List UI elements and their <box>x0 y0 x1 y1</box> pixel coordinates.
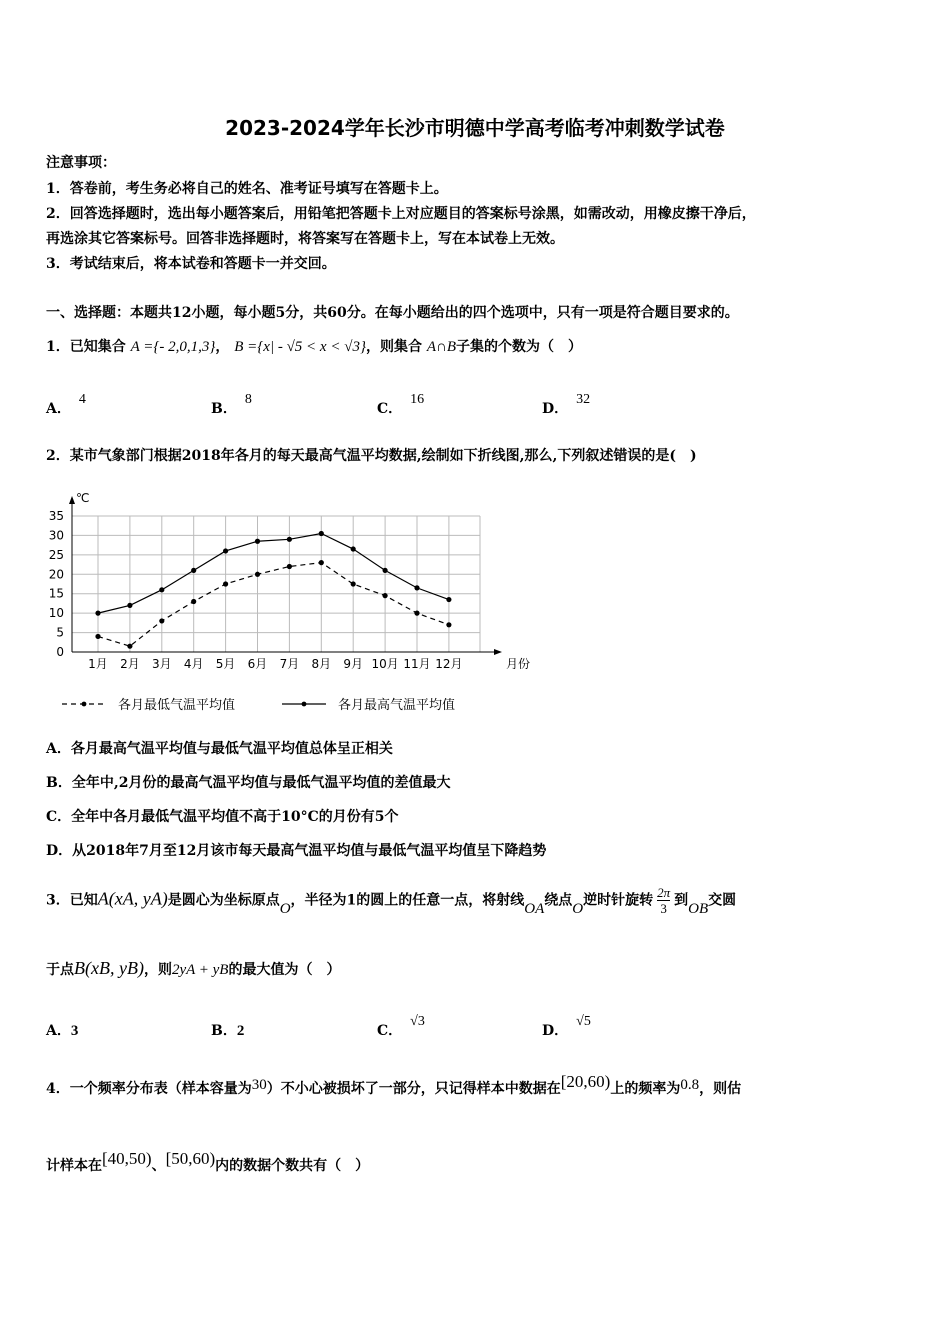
y-axis-arrow <box>69 496 75 504</box>
y-tick-label: 10 <box>48 606 64 621</box>
data-point-high <box>414 585 419 590</box>
notice-item-2: 2．回答选择题时，选出每小题答案后，用铅笔把答题卡上对应题目的答案标号涂黑，如需改动，用橡皮擦干净后， <box>46 206 756 222</box>
x-axis-arrow <box>494 649 502 655</box>
set-b: B ={x| - √5 < x < √3} <box>234 339 366 355</box>
y-tick-label: 15 <box>48 586 64 601</box>
data-point-high <box>159 587 164 592</box>
q1-option-a: A．4 <box>46 392 86 417</box>
point-b: B(xB, yB) <box>74 958 144 978</box>
notice-item-3: 3．考试结束后，将本试卷和答题卡一并交回。 <box>46 256 336 272</box>
data-point-low <box>255 572 260 577</box>
data-point-high <box>95 611 100 616</box>
q3-option-c: C．√3 <box>377 1014 425 1039</box>
y-tick-label: 25 <box>48 547 64 562</box>
data-point-high <box>351 546 356 551</box>
x-tick-label: 7月 <box>279 657 300 671</box>
data-point-high <box>191 568 196 573</box>
legend-label-high: 各月最高气温平均值 <box>338 698 456 713</box>
y-tick-label: 20 <box>48 567 64 582</box>
q2-option-c: C．全年中各月最低气温平均值不高于10°C的月份有5个 <box>46 809 399 825</box>
q3-option-b: B．2 <box>211 1023 245 1039</box>
q2-option-b: B．全年中,2月份的最高气温平均值与最低气温平均值的差值最大 <box>46 775 451 791</box>
data-point-low <box>446 622 451 627</box>
legend-label-low: 各月最低气温平均值 <box>118 698 236 713</box>
x-tick-label: 4月 <box>183 657 204 671</box>
data-point-high <box>287 537 292 542</box>
temperature-line-chart <box>46 484 531 724</box>
notice-item-1: 1．答卷前，考生务必将自己的姓名、准考证号填写在答题卡上。 <box>46 181 448 197</box>
x-tick-label: 11月 <box>403 657 431 671</box>
question-4-line-2: 计样本在[40,50)、[50,60)内的数据个数共有（ ） <box>46 1149 370 1174</box>
x-axis-label: 月份 <box>506 657 531 671</box>
point-a: A(xA, yA) <box>97 888 168 909</box>
series-line-low <box>98 563 449 647</box>
question-3-line-2: 于点B(xB, yB)，则2yA + yB的最大值为（ ） <box>46 958 341 978</box>
x-tick-label: 3月 <box>151 657 172 671</box>
data-point-high <box>319 531 324 536</box>
page-title: 2023-2024学年长沙市明德中学高考临考冲刺数学试卷 <box>225 116 725 140</box>
x-tick-label: 2月 <box>120 657 140 671</box>
q2-option-d: D．从2018年7月至12月该市每天最高气温平均值与最低气温平均值呈下降趋势 <box>46 843 547 859</box>
x-tick-label: 1月 <box>88 657 108 671</box>
question-1-stem: 1．已知集合 A ={- 2,0,1,3}， B ={x| - √5 < x < √3}，则集合 A∩B子集的个数为（ ） <box>46 339 582 355</box>
data-point-low <box>319 560 324 565</box>
x-tick-label: 12月 <box>435 657 463 671</box>
question-4-line-1: 4．一个频率分布表（样本容量为30）不小心被损坏了一部分，只记得样本中数据在[20,60)上的频率为0.8，则估 <box>46 1072 742 1097</box>
set-a: A ={- 2,0,1,3} <box>130 339 216 355</box>
y-tick-label: 0 <box>56 645 64 659</box>
data-point-low <box>383 593 388 598</box>
notice-heading: 注意事项： <box>46 155 116 171</box>
y-tick-label: 30 <box>48 528 64 543</box>
data-point-low <box>191 599 196 604</box>
y-tick-label: 35 <box>48 509 64 523</box>
section-heading: 一、选择题：本题共12小题，每小题5分，共60分。在每小题给出的四个选项中，只有一项是符合题目要求的。 <box>46 305 739 321</box>
q1-option-c: C．16 <box>377 392 425 417</box>
question-2-stem: 2．某市气象部门根据2018年各月的每天最高气温平均数据,绘制如下折线图,那么,下列叙述错误的是( ) <box>46 448 697 464</box>
data-point-high <box>223 548 228 553</box>
q3-option-a: A．3 <box>46 1023 79 1039</box>
data-point-high <box>127 603 132 608</box>
series-line-high <box>98 533 449 613</box>
q1-option-b: B．8 <box>211 392 252 417</box>
max-expression: 2yA + yB <box>171 962 229 978</box>
data-point-high <box>383 568 388 573</box>
data-point-high <box>255 539 260 544</box>
q1-option-d: D．32 <box>542 392 591 417</box>
y-tick-label: 5 <box>56 625 64 640</box>
data-point-low <box>127 644 132 649</box>
x-tick-label: 5月 <box>215 657 236 671</box>
q3-option-d: D．√5 <box>542 1014 591 1039</box>
x-tick-label: 9月 <box>343 657 364 671</box>
x-tick-label: 10月 <box>371 657 399 671</box>
data-point-high <box>446 597 451 602</box>
fraction-2pi-3: $\frac{2\pi}{3}$ <box>657 885 671 916</box>
legend-marker-high <box>302 702 307 707</box>
set-intersection: A∩B <box>426 339 456 355</box>
x-tick-label: 6月 <box>247 657 268 671</box>
data-point-low <box>159 618 164 623</box>
notice-item-2-cont: 再选涂其它答案标号。回答非选择题时，将答案写在答题卡上，写在本试卷上无效。 <box>46 231 564 247</box>
x-tick-label: 8月 <box>311 657 332 671</box>
y-axis-unit: ℃ <box>76 491 90 505</box>
data-point-low <box>287 564 292 569</box>
q2-option-a: A．各月最高气温平均值与最低气温平均值总体呈正相关 <box>46 741 393 757</box>
data-point-low <box>351 581 356 586</box>
data-point-low <box>414 611 419 616</box>
data-point-low <box>95 634 100 639</box>
data-point-low <box>223 581 228 586</box>
question-3-line-1: 3．已知A(xA, yA)是圆心为坐标原点O，半径为1的圆上的任意一点，将射线OA绕点O逆时针旋转 $\frac{2\pi}{3}$ 到OB交圆 <box>46 885 737 917</box>
legend-marker-low <box>82 702 87 707</box>
